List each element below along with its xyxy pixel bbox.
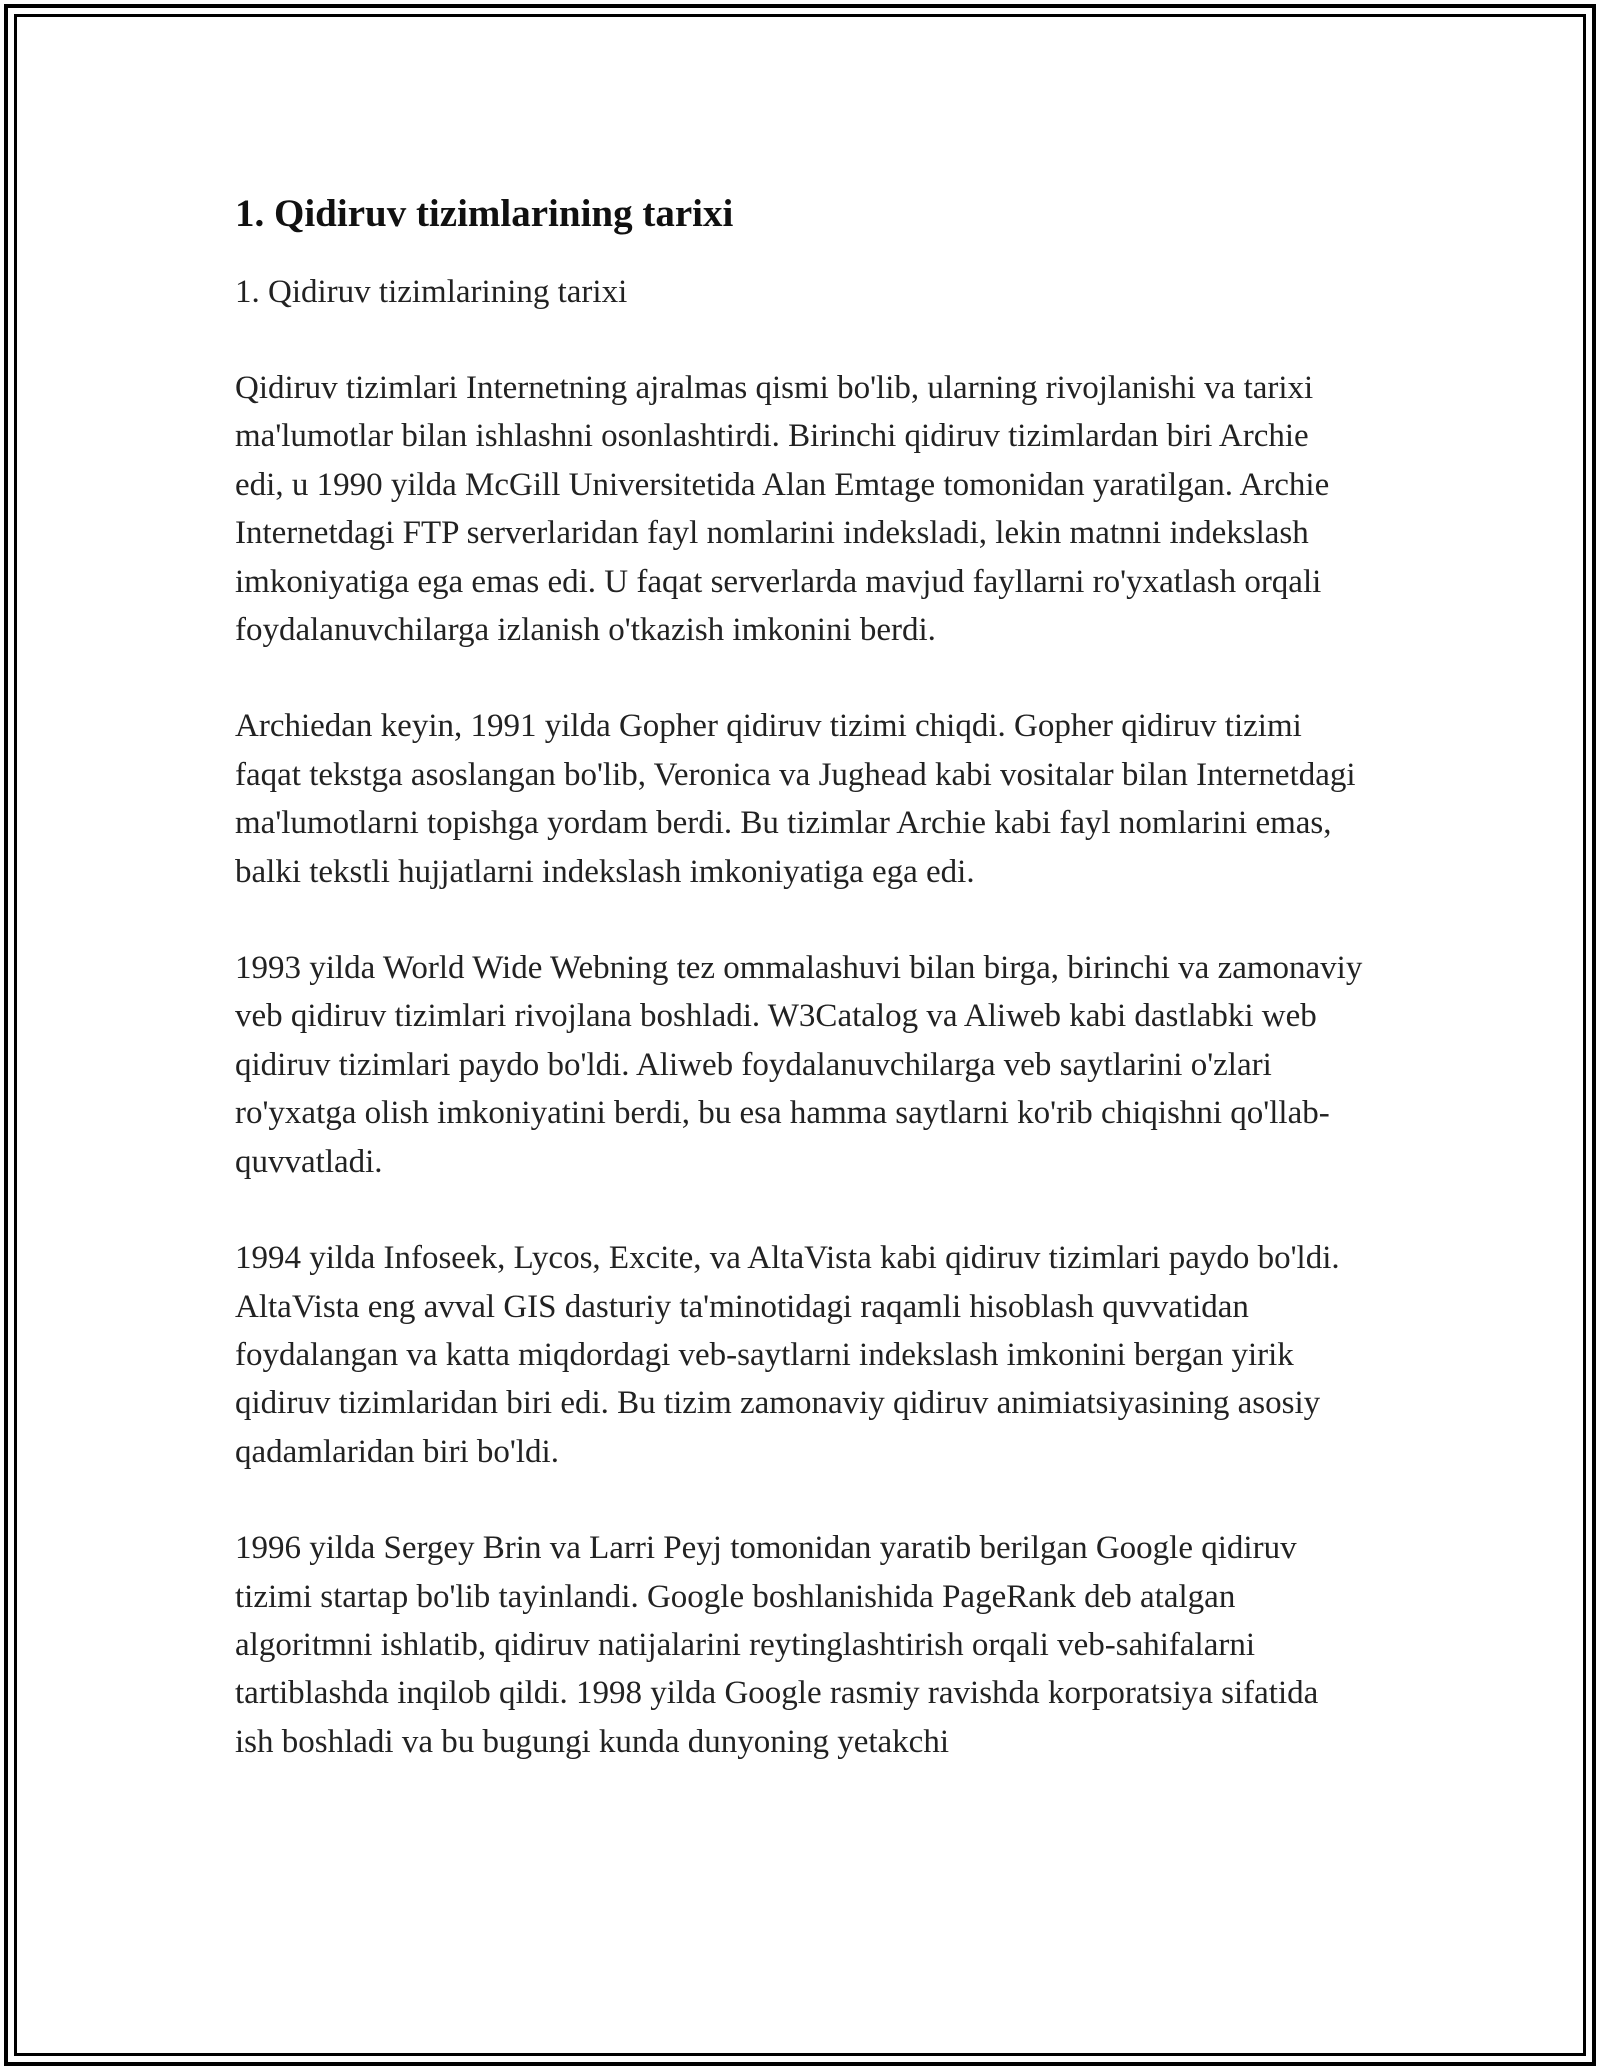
document-heading: 1. Qidiruv tizimlarining tarixi xyxy=(235,192,734,235)
document-subheading: 1. Qidiruv tizimlarining tarixi xyxy=(235,274,628,310)
document-body xyxy=(235,190,1370,1814)
paragraph-google: 1996 yilda Sergey Brin va Larri Peyj tomonidan yaratib berilgan Google qidiruv tizimi startap bo'lib tayinlandi. Google boshlanishida PageRank deb atalgan algoritmni ishlatib, qidiruv natijalarini reytinglashtirish orqali veb-sahifalarni tartiblashda inqilob qildi. 1998 yilda Google rasmiy ravishda korporatsiya sifatida ish boshladi va bu bugungi kunda dunyoning yetakchi xyxy=(235,1530,1319,1760)
paragraph-gopher: Archiedan keyin, 1991 yilda Gopher qidiruv tizimi chiqdi. Gopher qidiruv tizimi faqat tekstga asoslangan bo'lib, Veronica va Jughead kabi vositalar bilan Internetdagi ma'lumotlarni topishga yordam berdi. Bu tizimlar Archie kabi fayl nomlarini emas, balki tekstli hujjatlarni indekslash imkoniyatiga ega edi. xyxy=(235,708,1356,890)
paragraph-archie: Qidiruv tizimlari Internetning ajralmas qismi bo'lib, ularning rivojlanishi va tarixi ma'lumotlar bilan ishlashni osonlashtirdi. Birinchi qidiruv tizimlardan biri Archie edi, u 1990 yilda McGill Universitetida Alan Emtage tomonidan yaratilgan. Archie Internetdagi FTP serverlaridan fayl nomlarini indeksladi, lekin matnni indekslash imkoniyatiga ega emas edi. U faqat serverlarda mavjud fayllarni ro'yxatlash orqali foydalanuvchilarga izlanish o'tkazish imkonini berdi. xyxy=(235,370,1330,649)
paragraph-world-wide-web: 1993 yilda World Wide Webning tez ommalashuvi bilan birga, birinchi va zamonaviy veb qidiruv tizimlari rivojlana boshladi. W3Catalog va Aliweb kabi dastlabki web qidiruv tizimlari paydo bo'ldi. Aliweb foydalanuvchilarga veb saytlarini o'zlari ro'yxatga olish imkoniyatini berdi, bu esa hamma saytlarni ko'rib chiqishni qo'llab-quvvatladi. xyxy=(235,950,1363,1180)
paragraph-altavista: 1994 yilda Infoseek, Lycos, Excite, va AltaVista kabi qidiruv tizimlari paydo bo'ldi. AltaVista eng avval GIS dasturiy ta'minotidagi raqamli hisoblash quvvatidan foydalangan va katta miqdordagi veb-saytlarni indekslash imkonini bergan yirik qidiruv tizimlaridan biri edi. Bu tizim zamonaviy qidiruv animiatsiyasining asosiy qadamlaridan biri bo'ldi. xyxy=(235,1240,1340,1470)
